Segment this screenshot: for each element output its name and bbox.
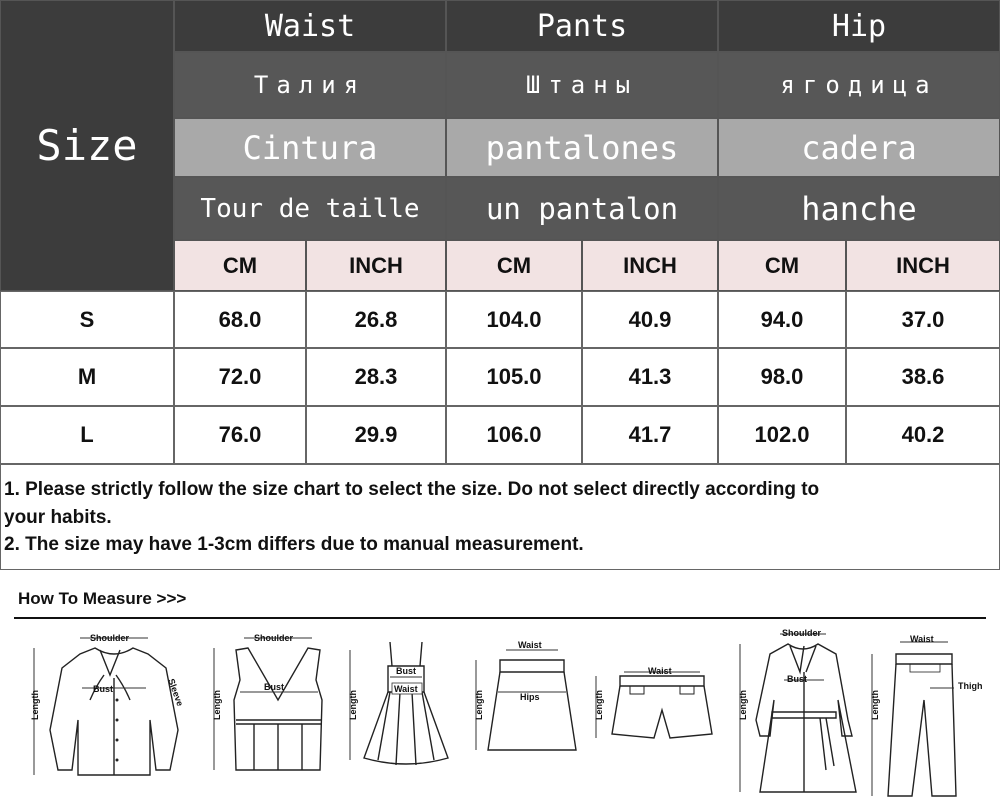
value-cell: 41.7	[582, 406, 718, 464]
waist-label: Waist	[910, 634, 934, 644]
value-cell: 102.0	[718, 406, 846, 464]
waist-label: Waist	[518, 640, 542, 650]
waist-header-ru: Талия	[174, 52, 446, 118]
value-cell: 68.0	[174, 291, 306, 348]
value-cell: 105.0	[446, 348, 582, 406]
unit-waist-cm: CM	[174, 240, 306, 291]
thigh-label: Thigh	[958, 681, 983, 691]
pants-header-ru: Штаны	[446, 52, 718, 118]
note-line-1: 1. Please strictly follow the size chart to select the size. Do not select directly according to	[4, 479, 820, 500]
section-divider	[14, 617, 986, 619]
waist-header-fr: Tour de taille	[174, 177, 446, 240]
value-cell: 104.0	[446, 291, 582, 348]
length-label: Length	[870, 690, 880, 720]
pants-illustration	[870, 634, 983, 796]
value-cell: 72.0	[174, 348, 306, 406]
note-line-2: 2. The size may have 1-3cm differs due to manual measurement.	[4, 534, 584, 555]
how-to-measure-title: How To Measure >>>	[18, 589, 187, 608]
dress-illustration	[348, 642, 448, 765]
value-cell: 94.0	[718, 291, 846, 348]
shoulder-label: Shoulder	[254, 633, 294, 643]
bust-label: Bust	[93, 684, 113, 694]
waist-header-en: Waist	[174, 0, 446, 52]
measure-illustrations	[0, 620, 1000, 802]
value-cell: 40.9	[582, 291, 718, 348]
value-cell: 29.9	[306, 406, 446, 464]
value-cell: 76.0	[174, 406, 306, 464]
length-label: Length	[474, 690, 484, 720]
shoulder-label: Shoulder	[90, 633, 130, 643]
unit-pants-cm: CM	[446, 240, 582, 291]
hip-header-es: cadera	[718, 118, 1000, 177]
value-cell: 40.2	[846, 406, 1000, 464]
hips-label: Hips	[520, 692, 540, 702]
pants-header-en: Pants	[446, 0, 718, 52]
hip-header-ru: ягодица	[718, 52, 1000, 118]
sleeve-label: Sleeve	[166, 677, 186, 708]
size-cell: M	[0, 348, 174, 406]
length-label: Length	[348, 690, 358, 720]
unit-waist-inch: INCH	[306, 240, 446, 291]
skirt-illustration	[474, 640, 576, 750]
length-label: Length	[30, 690, 40, 720]
value-cell: 28.3	[306, 348, 446, 406]
tank-top-illustration	[212, 633, 322, 770]
hip-header-fr: hanche	[718, 177, 1000, 240]
bust-label: Bust	[264, 682, 284, 692]
unit-hip-cm: CM	[718, 240, 846, 291]
pants-header-fr: un pantalon	[446, 177, 718, 240]
size-cell: S	[0, 291, 174, 348]
waist-header-es: Cintura	[174, 118, 446, 177]
note-line-1-cont: your habits.	[4, 507, 112, 528]
length-label: Length	[738, 690, 748, 720]
shoulder-label: Shoulder	[782, 628, 822, 638]
bust-label: Bust	[787, 674, 807, 684]
unit-pants-inch: INCH	[582, 240, 718, 291]
waist-label: Waist	[394, 684, 418, 694]
value-cell: 106.0	[446, 406, 582, 464]
length-label: Length	[212, 690, 222, 720]
bust-label: Bust	[396, 666, 416, 676]
value-cell: 38.6	[846, 348, 1000, 406]
value-cell: 37.0	[846, 291, 1000, 348]
coat-illustration	[738, 628, 856, 792]
size-cell: L	[0, 406, 174, 464]
hip-header-en: Hip	[718, 0, 1000, 52]
pants-header-es: pantalones	[446, 118, 718, 177]
value-cell: 98.0	[718, 348, 846, 406]
shorts-illustration	[594, 666, 712, 738]
value-cell: 41.3	[582, 348, 718, 406]
length-label: Length	[594, 690, 604, 720]
unit-hip-inch: INCH	[846, 240, 1000, 291]
waist-label: Waist	[648, 666, 672, 676]
value-cell: 26.8	[306, 291, 446, 348]
size-header: Size	[0, 0, 174, 291]
blouse-illustration	[30, 633, 185, 775]
